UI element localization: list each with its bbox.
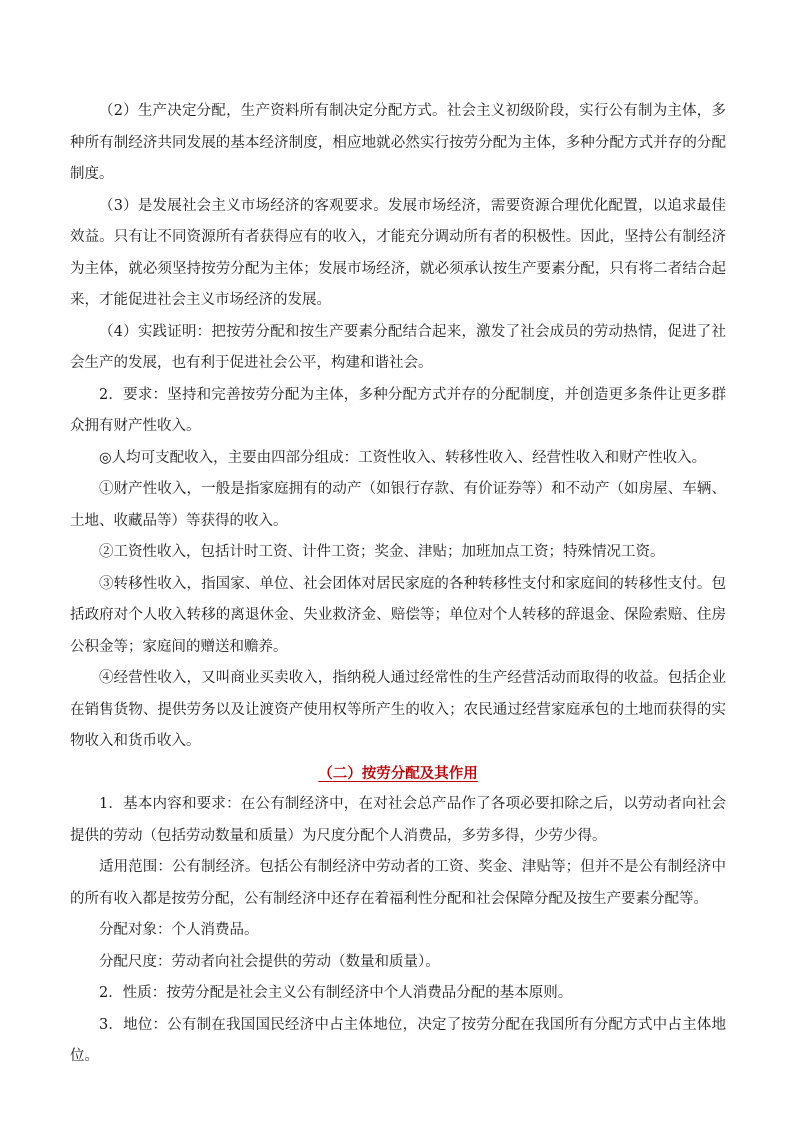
section-heading: （二）按劳分配及其作用	[318, 764, 478, 782]
paragraph-production-determines-distribution: （2）生产决定分配，生产资料所有制决定分配方式。社会主义初级阶段，实行公有制为主体，多种所有制经济共同发展的基本经济制度，相应地就必然实行按劳分配为主体，多种分配方式并存的分配制度。	[70, 103, 726, 182]
paragraph-operating-income: ④经营性收入，又叫商业买卖收入，指纳税人通过经常性的生产经营活动而取得的收益。包括企业在销售货物、提供劳务以及让渡资产使用权等所产生的收入；农民通过经营家庭承包的土地而获得的实物收入和货币收入。	[70, 670, 726, 749]
paragraph-distribution-measure: 分配尺度：劳动者向社会提供的劳动（数量和质量）。	[99, 953, 440, 970]
paragraph-transfer-income: ③转移性收入，指国家、单位、社会团体对居民家庭的各种转移性支付和家庭间的转移性支付。包括政府对个人收入转移的离退休金、失业救济金、赔偿等；单位对个人转移的辞退金、保险索赔、住房公积金等；家庭间的赠送和赡养。	[70, 575, 726, 655]
paragraph-property-income: ①财产性收入，一般是指家庭拥有的动产（如银行存款、有价证券等）和不动产（如房屋、车辆、土地、收藏品等）等获得的收入。	[70, 481, 726, 529]
paragraph-market-economy-requirement: （3）是发展社会主义市场经济的客观要求。发展市场经济，需要资源合理优化配置，以追求最佳效益。只有让不同资源所有者获得应有的收入，才能充分调动所有者的积极性。因此，坚持公有制经济为主体，就必须坚持按劳分配为主体；发展市场经济，就必须承认按生产要素分配，只有将二者结合起来，才能促进社会主义市场经济的发展。	[70, 197, 726, 308]
paragraph-status: 3．地位：公有制在我国国民经济中占主体地位，决定了按劳分配在我国所有分配方式中占主体地位。	[70, 1016, 726, 1064]
paragraph-disposable-income: ◎人均可支配收入，主要由四部分组成：工资性收入、转移性收入、经营性收入和财产性收入。	[99, 449, 707, 466]
paragraph-practice-proves: （4）实践证明：把按劳分配和按生产要素分配结合起来，激发了社会成员的劳动热情，促进了社会生产的发展，也有利于促进社会公平，构建和谐社会。	[70, 323, 726, 371]
paragraph-wage-income: ②工资性收入，包括计时工资、计件工资；奖金、津贴；加班加点工资；特殊情况工资。	[99, 544, 665, 560]
paragraph-scope: 适用范围：公有制经济。包括公有制经济中劳动者的工资、奖金、津贴等；但并不是公有制经济中的所有收入都是按劳分配，公有制经济中还存在着福利性分配和社会保障分配及按生产要素分配等。	[70, 859, 726, 907]
paragraph-basic-content: 1．基本内容和要求：在公有制经济中，在对社会总产品作了各项必要扣除之后，以劳动者向社会提供的劳动（包括劳动数量和质量）为尺度分配个人消费品，多劳多得，少劳少得。	[70, 796, 726, 844]
paragraph-requirement: 2．要求：坚持和完善按劳分配为主体，多种分配方式并存的分配制度，并创造更多条件让更多群众拥有财产性收入。	[70, 386, 726, 434]
document-page	[70, 96, 726, 1073]
paragraph-distribution-object: 分配对象：个人消费品。	[99, 922, 259, 938]
paragraph-nature: 2．性质：按劳分配是社会主义公有制经济中个人消费品分配的基本原则。	[99, 985, 573, 1001]
